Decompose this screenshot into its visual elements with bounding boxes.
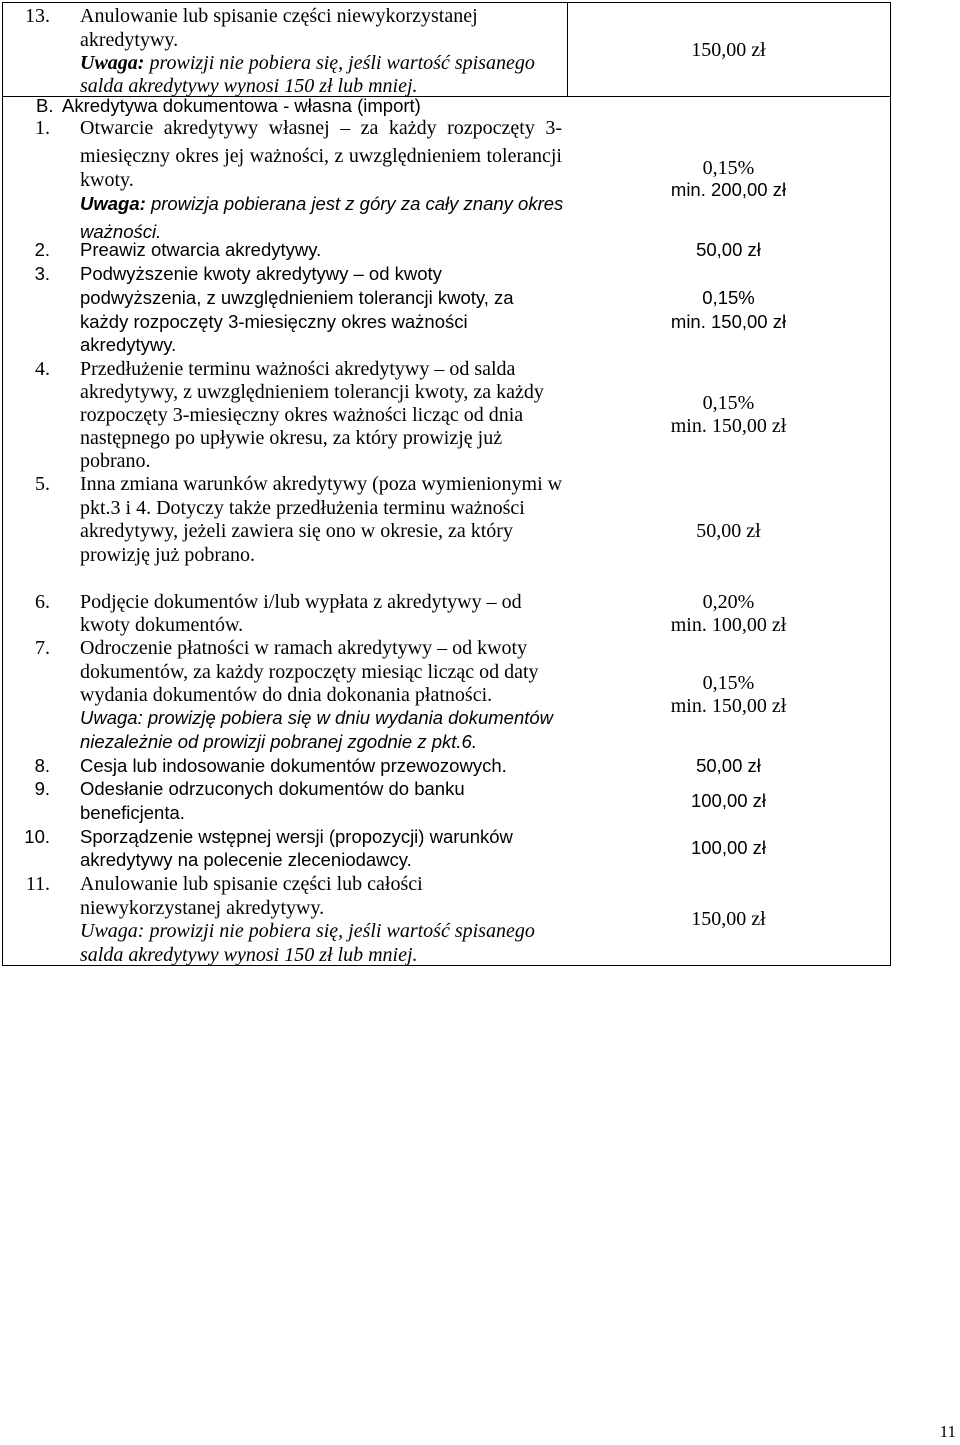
note-label: Uwaga: [80, 707, 143, 728]
note-line: salda akredytywy wynosi 150 zł lub mniej. [80, 75, 418, 97]
description-line: Podjęcie dokumentów i/lub wypłata z akredytywy – od [80, 591, 522, 613]
fee-value: 150,00 zł [691, 908, 766, 930]
description-line: pkt.3 i 4. Dotyczy także przedłużenia terminu ważności [80, 497, 525, 519]
description-line: akredytywy, z uwzględnieniem tolerancji kwoty, za każdy [80, 381, 544, 403]
section-title: Akredytywa dokumentowa - własna (import) [62, 95, 421, 116]
description-line: Otwarcie akredytywy własnej – za każdy rozpoczęty 3- [80, 117, 562, 139]
row-number: 11. [25, 873, 50, 895]
section-letter: B. [36, 95, 54, 116]
note-line: salda akredytywy wynosi 150 zł lub mniej. [80, 944, 418, 966]
table-border-top [2, 2, 891, 3]
fee-minimum: min. 200,00 zł [670, 179, 787, 200]
fee-value: 100,00 zł [690, 790, 767, 811]
table-border-left [2, 2, 3, 966]
description-line: podwyższenia, z uwzględnieniem tolerancji kwoty, za [80, 287, 514, 308]
fee-minimum: min. 100,00 zł [670, 614, 787, 636]
description-line: Cesja lub indosowanie dokumentów przewozowych. [80, 755, 507, 776]
note-text: prowizja pobierana jest z góry za cały znany okres [150, 193, 564, 214]
description-line: miesięczny okres jej ważności, z uwzględnieniem tolerancji [80, 145, 562, 167]
row-number: 2. [34, 239, 50, 260]
row-number: 7. [35, 637, 50, 659]
note-text: prowizji nie pobiera się, jeśli wartość spisanego [149, 52, 535, 74]
description-line: każdy rozpoczęty 3-miesięczny okres ważności [80, 311, 468, 332]
note-line: ważności. [80, 221, 162, 242]
fee-rate: 0,15% [702, 157, 755, 179]
note-text: prowizji nie pobiera się, jeśli wartość spisanego [149, 920, 535, 942]
note-line: niezależnie od prowizji pobranej zgodnie z pkt.6. [80, 731, 477, 752]
description-line: pobrano. [80, 450, 151, 472]
description-line: rozpoczęty 3-miesięczny okres ważności licząc od dnia [80, 404, 524, 426]
note-line [80, 192, 563, 216]
description-line: Sporządzenie wstępnej wersji (propozycji) warunków [80, 826, 513, 847]
fee-rate: 0,20% [702, 591, 755, 613]
description-line: Anulowanie lub spisanie części lub całości [80, 873, 423, 895]
description-line: Anulowanie lub spisanie części niewykorzystanej [80, 5, 478, 27]
note-line [80, 919, 535, 943]
description-line: akredytywy na polecenie zleceniodawcy. [80, 849, 412, 870]
description-line: Podwyższenie kwoty akredytywy – od kwoty [80, 263, 442, 284]
row-number: 1. [35, 117, 50, 139]
description-line: beneficjenta. [80, 802, 185, 823]
description-line: akredytywy. [80, 29, 179, 51]
fee-value: 50,00 zł [696, 520, 761, 542]
row-number: 9. [34, 778, 50, 799]
fee-value: 150,00 zł [691, 39, 766, 61]
description-line: Preawiz otwarcia akredytywy. [80, 239, 322, 260]
fee-rate: 0,15% [702, 672, 755, 694]
table-border-right [890, 2, 891, 966]
description-line: wydania dokumentów do dnia dokonania płatności. [80, 684, 493, 706]
description-line: kwoty. [80, 169, 134, 191]
description-line: kwoty dokumentów. [80, 614, 244, 636]
note-label: Uwaga: [80, 193, 146, 214]
note-line [80, 51, 535, 75]
description-line: Inna zmiana warunków akredytywy (poza wymienionymi w [80, 473, 563, 495]
fee-rate: 0,15% [702, 392, 755, 414]
description-line: akredytywy. [80, 334, 177, 355]
row-number: 6. [35, 591, 50, 613]
row-number: 8. [34, 755, 50, 776]
fee-value: 100,00 zł [690, 837, 767, 858]
fee-value: 50,00 zł [696, 755, 761, 776]
description-line: niewykorzystanej akredytywy. [80, 897, 325, 919]
note-line [80, 706, 553, 730]
description-line: dokumentów, za każdy rozpoczęty miesiąc licząc od daty [80, 661, 539, 683]
fee-value: 50,00 zł [696, 239, 761, 260]
description-line: prowizję już pobrano. [80, 544, 255, 566]
fee-minimum: min. 150,00 zł [670, 311, 787, 332]
note-label: Uwaga: [80, 52, 145, 74]
description-line: Odesłanie odrzuconych dokumentów do banku [80, 778, 465, 799]
fee-rate: 0,15% [702, 287, 755, 308]
fee-minimum: min. 150,00 zł [670, 695, 787, 717]
row-number: 13. [25, 5, 50, 27]
description-line: akredytywy, jeżeli zawiera się ono w okresie, za który [80, 520, 513, 542]
row-number: 10. [24, 826, 50, 847]
description-line: Odroczenie płatności w ramach akredytywy – od kwoty [80, 637, 528, 659]
description-line: następnego po upływie okresu, za który prowizję już [80, 427, 503, 449]
row-number: 3. [34, 263, 50, 284]
row-number: 5. [35, 473, 50, 495]
fee-minimum: min. 150,00 zł [670, 415, 787, 437]
row-number: 4. [35, 358, 50, 380]
description-line: Przedłużenie terminu ważności akredytywy – od salda [80, 358, 516, 380]
page-number: 11 [939, 1422, 956, 1441]
note-label: Uwaga: [80, 920, 145, 942]
note-text: prowizję pobiera się w dniu wydania dokumentów [147, 707, 554, 728]
